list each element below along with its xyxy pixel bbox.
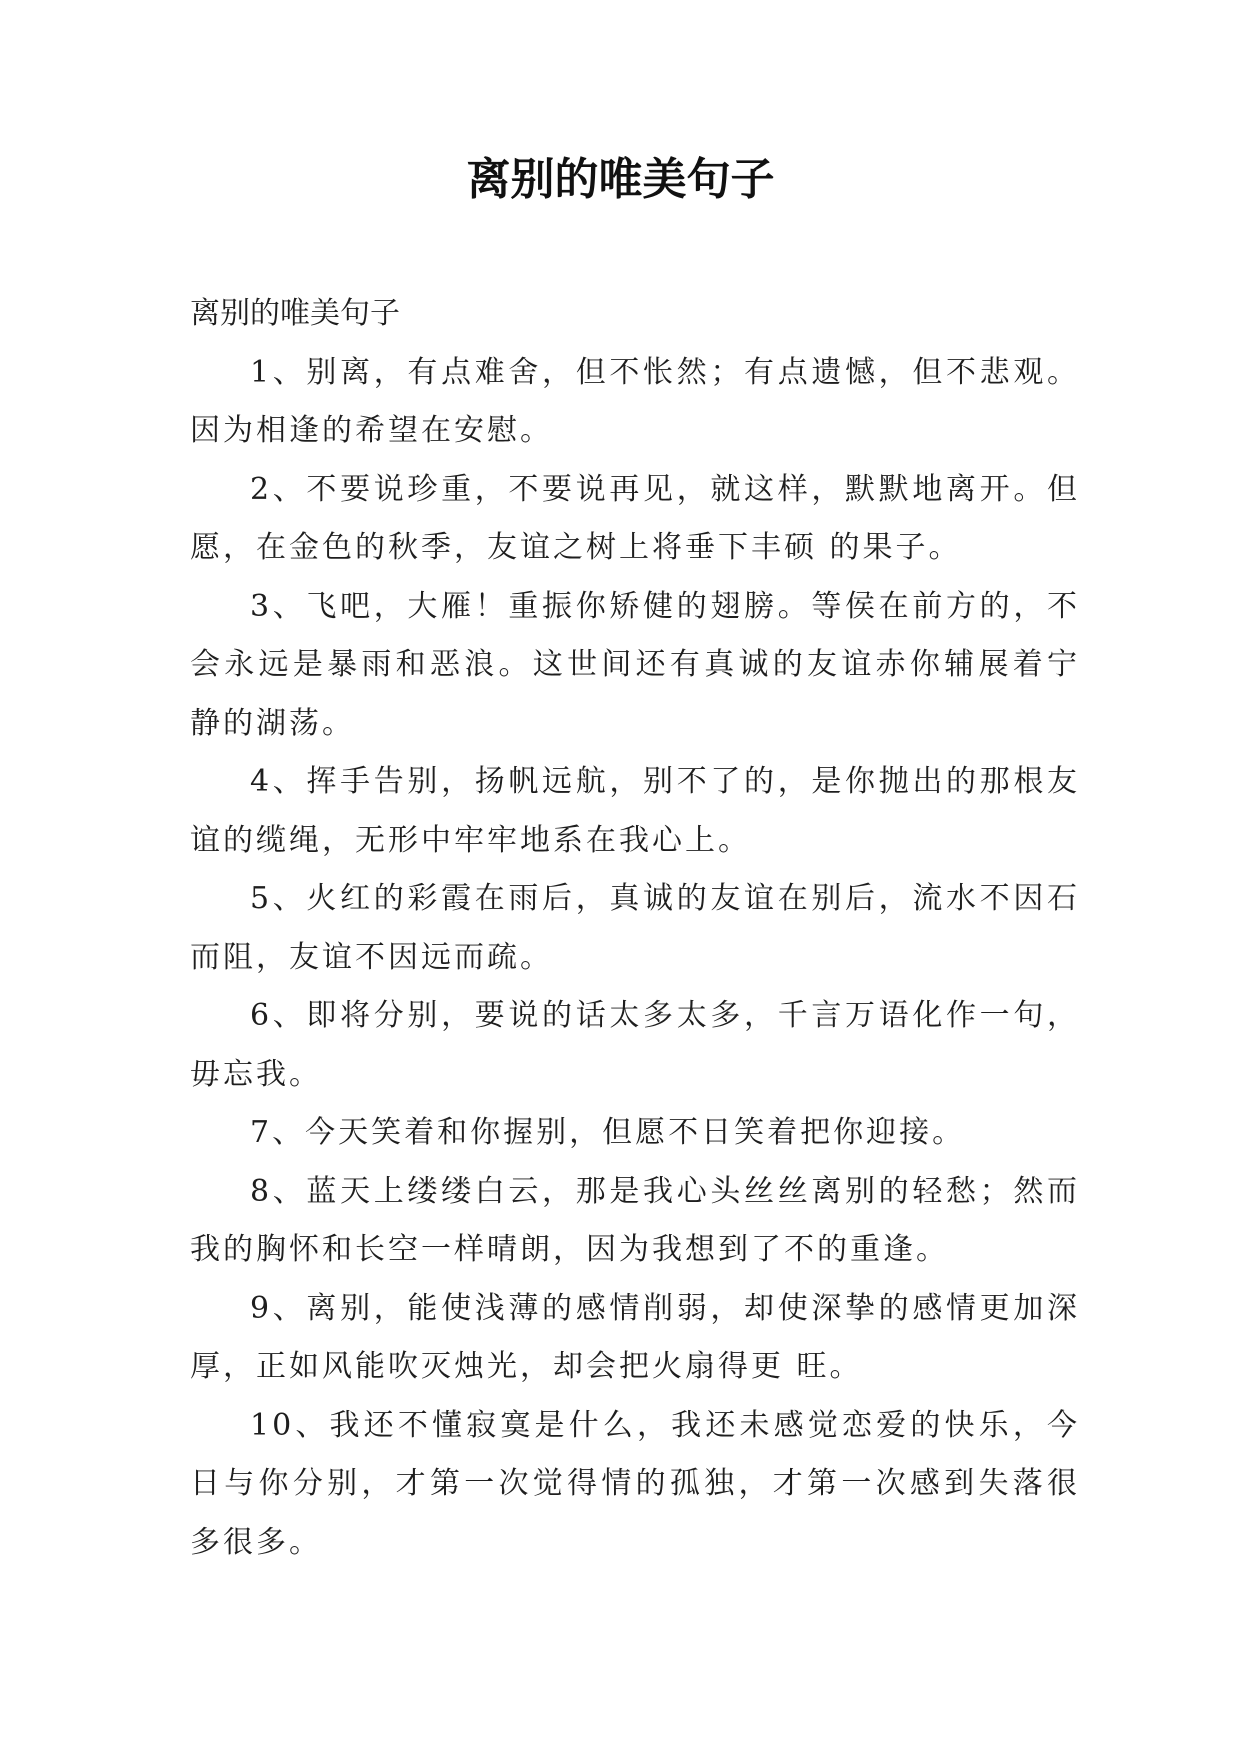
quote-paragraph: 2、不要说珍重，不要说再见，就这样，默默地离开。但愿，在金色的秋季，友谊之树上将垂下丰硕 的果子。	[190, 471, 1080, 565]
quote-paragraph: 5、火红的彩霞在雨后，真诚的友谊在别后，流水不因石而阻，友谊不因远而疏。	[190, 881, 1080, 975]
quote-paragraph: 6、即将分别，要说的话太多太多，千言万语化作一句，毋忘我。	[190, 998, 1080, 1092]
document-subtitle: 离别的唯美句子	[190, 296, 400, 331]
document-title: 离别的唯美句子	[466, 154, 775, 205]
document-body	[190, 285, 1080, 1572]
quote-paragraph: 3、飞吧，大雁！重振你矫健的翅膀。等侯在前方的，不会永远是暴雨和恶浪。这世间还有真诚的友谊赤你辅展着宁静的湖荡。	[190, 588, 1080, 741]
quote-paragraph: 9、离别，能使浅薄的感情削弱，却使深挚的感情更加深厚，正如风能吹灭烛光，却会把火扇得更 旺。	[190, 1290, 1080, 1384]
quote-list	[190, 344, 1080, 1573]
quote-paragraph: 8、蓝天上缕缕白云，那是我心头丝丝离别的轻愁；然而我的胸怀和长空一样晴朗，因为我想到了不的重逢。	[190, 1173, 1080, 1267]
quote-paragraph: 7、今天笑着和你握别，但愿不日笑着把你迎接。	[250, 1115, 966, 1150]
quote-paragraph: 1、别离，有点难舍，但不怅然；有点遗憾，但不悲观。因为相逢的希望在安慰。	[190, 354, 1080, 448]
quote-paragraph: 4、挥手告别，扬帆远航，别不了的，是你抛出的那根友谊的缆绳，无形中牢牢地系在我心上。	[190, 764, 1080, 858]
quote-paragraph: 10、我还不懂寂寞是什么，我还未感觉恋爱的快乐，今日与你分别，才第一次觉得情的孤独，才第一次感到失落很多很多。	[190, 1407, 1080, 1560]
